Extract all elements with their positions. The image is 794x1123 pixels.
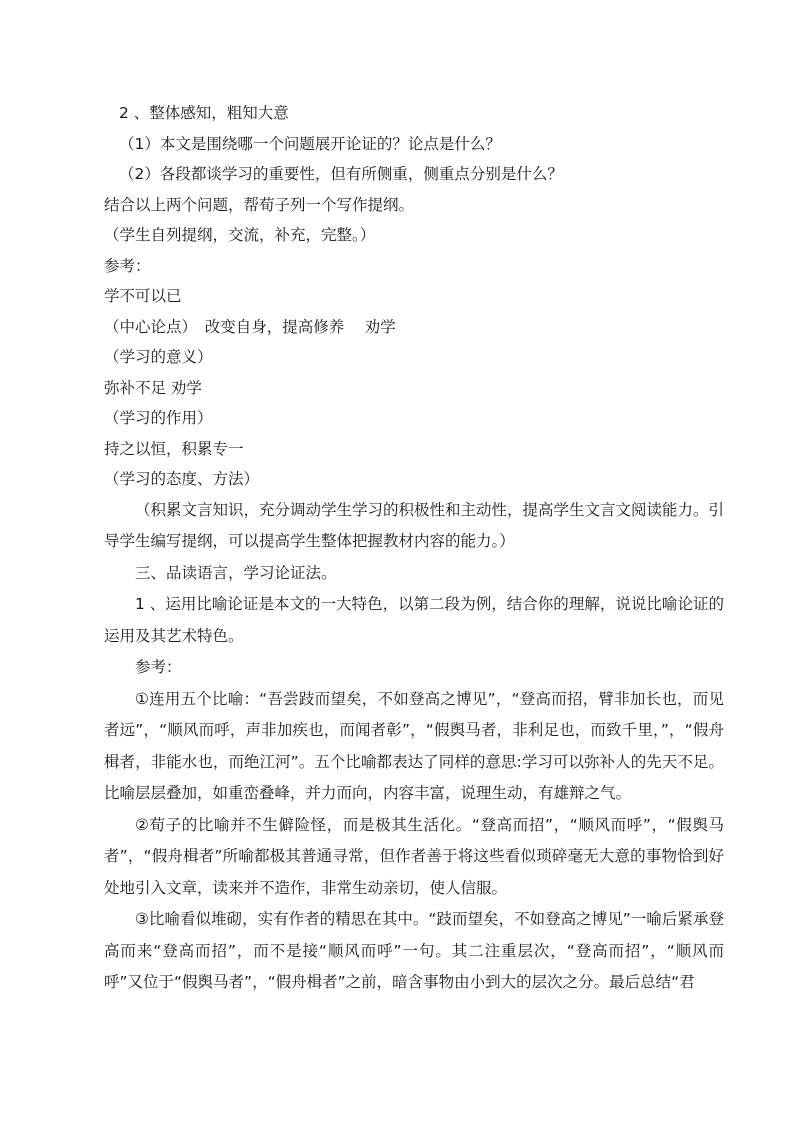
metaphor-question: 1 、运用比喻论证是本文的一大特色，以第二段为例，结合你的理解，说说比喻论证的运用及其艺术特色。 (104, 595, 724, 645)
reference-point-2: ②荀子的比喻并不生僻险怪，而是极其生活化。“登高而招”，“顺风而呼”，“假舆马者”，“假舟楫者”所喻都极其普通寻常，但作者善于将这些看似琐碎毫无大意的事物恰到好处地引入文章，读来并不造作，非常生动亲切，使人信服。 (104, 815, 724, 897)
section2-heading: 2 、整体感知，粗知大意 (119, 104, 289, 122)
outline-thesis: 学不可以已 (104, 287, 182, 305)
outline-persistence: 持之以恒，积累专一 (104, 439, 244, 458)
section3-heading: 三、品读语言，学习论证法。 (135, 563, 337, 582)
outline-method-label: （学习的态度、方法） (104, 470, 260, 488)
outline-function-label: （学习的作用） (104, 409, 213, 427)
reference-label-2: 参考： (135, 658, 182, 676)
student-activity-note: （学生自列提纲，交流，补充，完整。） (104, 226, 376, 244)
reference-point-1: ①连用五个比喻：“吾尝跂而望矣，不如登高之博见”，“登高而招，臂非加长也，而见者远”，“顺风而呼，声非加疾也，而闻者彰”，“假舆马者，非利足也，而致千里，”，“假舟楫者，非能水也，而绝江河”。五个比喻都表达了同样的意思:学习可以弥补人的先天不足。比喻层层叠加，如重峦叠峰，并力而向，内容丰富，说理生动，有雄辩之气。 (104, 689, 724, 802)
question-2: （2）各段都谈学习的重要性，但有所侧重，侧重点分别是什么？ (119, 165, 563, 183)
outline-central-argument: （中心论点） 改变自身，提高修养 劝学 (104, 317, 396, 336)
reference-point-3: ③比喻看似堆砌，实有作者的精思在其中。“跂而望矣，不如登高之博见”一喻后紧承登高而来“登高而招”，而不是接“顺风而呼”一句。其二注重层次，“登高而招”，“顺风而呼”又位于“假舆马者”，“假舟楫者”之前，暗含事物由小到大的层次之分。最后总结“君 (104, 910, 724, 991)
reference-label: 参考： (104, 256, 151, 275)
question-1: （1）本文是围绕哪一个问题展开论证的？论点是什么？ (119, 134, 501, 153)
document-body (104, 98, 724, 999)
outline-meaning-label: （学习的意义） (104, 348, 213, 366)
outline-remedy: 弥补不足 劝学 (104, 378, 202, 397)
outline-instruction: 结合以上两个问题，帮荀子列一个写作提纲。 (104, 195, 415, 214)
teaching-purpose-paragraph: （积累文言知识，充分调动学生学习的积极性和主动性，提高学生文言文阅读能力。引导学生编写提纲，可以提高学生整体把握教材内容的能力。） (104, 500, 725, 550)
